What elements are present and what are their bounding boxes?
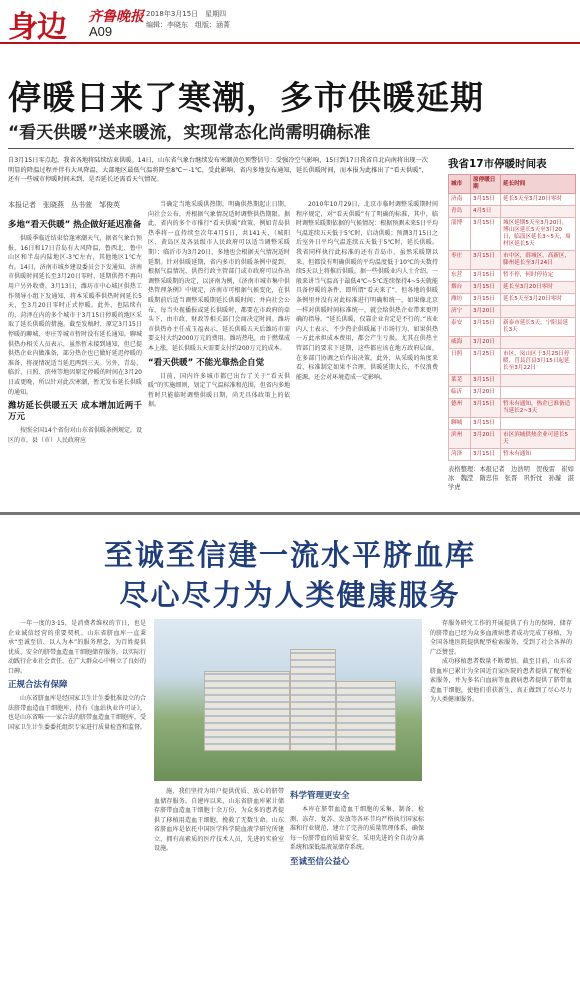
- city-cell: 泰安: [449, 318, 471, 337]
- original-date-cell: 3月20日: [471, 387, 501, 399]
- city-cell: 枣庄: [449, 251, 471, 270]
- subheadline: “看天供暖”送来暖流，实现常态化尚需明确标准: [8, 123, 371, 143]
- extension-cell: [501, 375, 576, 387]
- body-text: 2010年10月29日，北京市临时调整采暖期时间程序规定，对“看天供暖”有了明确的标准，其中，临时调整采暖期依据的气候情况：根据预测未来5日平均气温连续五天低于5℃时，启动供暖；预测3月15日之后室外日平均气温连续五天低于5℃时，延长供暖。我省同样执行此标准的还有青岛市，虽然采暖期以来，但都没有明确供暖的平均温度低于10℃的天数持续5天以上将推后供暖。据一些供暖业内人士介绍，一般来讲当气温高于最低4℃~5℃连续保持4~5天就能具备停暖的条件，即所谓“看天来了”，但各地的供暖条例里并没有对此标准进行明确和统一，如果像北京一样对供暖时间标准统一，就会给供热企业带来更明确的指导。“延长供暖，仅靠企业肯定是不行的。”该业内人士表示，不少热企供暖属于市场行为，如果供热一方此承担成本费用，都会产生亏损。尤其在供热主管部门的要求下延期，这些都应该在地方政府层面，在多部门协调之后作出决策。此外，从采暖的角度来看，标准制定如果不合理，供暖延期太长，不仅浪费能源，还会对环境造成一定影响。: [296, 201, 438, 381]
- city-cell: 潍坊: [449, 294, 471, 306]
- extension-cell: 城区延期5天至3月20日，博山区延长5天至3月20日，临淄区延长3~5天，周村区延长5天: [501, 218, 576, 251]
- table-row: [449, 349, 576, 375]
- table-title: 我省17市停暖时间表: [448, 158, 547, 170]
- table-row: [449, 449, 576, 461]
- original-date-cell: 3月15日: [471, 294, 501, 306]
- staff-line: 编辑：李晓东 组版：涵菁: [146, 21, 230, 29]
- city-cell: 临沂: [449, 387, 471, 399]
- original-date-cell: 3月15日: [471, 282, 501, 294]
- table-row: [449, 399, 576, 418]
- ad-title-line-2: 尽心尽力为人类健康服务: [119, 578, 461, 612]
- extension-cell: 市中区，薛城区，高新区，滕州延长至3月24日: [501, 251, 576, 270]
- ad-column-1: [8, 619, 146, 994]
- body-text: 一年一度的3·15，是消费者维权的节日，也是企业诚信经营的重要契机。山东省脐血库一直秉承“至诚至信、以人为本”的服务理念，为百姓提供优质、安全的脐带血造血干细胞储存服务，以实际行动践行企业社会责任，在广大群众心中树立了良好的口碑。: [8, 620, 146, 675]
- body-text: 山东省脐血库是经国家卫生计生委批准设立的合法脐带血造血干细胞库，持有《血站执业许可证》，也是山东省唯一一家合法的脐带血造血干细胞库，受国家卫生计生委委托组织专家进行质量检查和监督。: [8, 695, 146, 731]
- city-cell: 淄博: [449, 218, 471, 251]
- original-date-cell: 3月15日: [471, 449, 501, 461]
- original-date-cell: 3月20日: [471, 337, 501, 349]
- extension-cell: 暂不停，何时停待定: [501, 270, 576, 282]
- table-row: [449, 270, 576, 282]
- city-cell: 德州: [449, 399, 471, 418]
- city-cell: 威海: [449, 337, 471, 349]
- body-text: 施，我们坚持为用户提供优质、放心的脐带血储存服务。自建库以来，山东省脐血库累计储存脐带血造血干细胞十余万份，为众多的患者提供了移植用造血干细胞，挽救了无数生命。山东省脐血库是依托中国医学科学院血液学研究所建立，拥有高素质的医疗技术人员，先进的实验室设施。: [154, 788, 284, 852]
- city-cell: 聊城: [449, 418, 471, 430]
- extension-cell: 暂未有通知，热企已准备适当延长2~3天: [501, 399, 576, 418]
- schedule-table: [448, 174, 576, 461]
- extension-cell: [501, 306, 576, 318]
- extension-cell: 市区滨城供热企业可延长5天: [501, 430, 576, 449]
- extension-cell: [501, 206, 576, 218]
- table-body: [449, 194, 576, 461]
- extension-cell: 延长5天至3月20日零时: [501, 294, 576, 306]
- building: [336, 681, 396, 751]
- table-row: [449, 194, 576, 206]
- table-row: [449, 306, 576, 318]
- original-date-cell: 3月15日: [471, 251, 501, 270]
- body-text: 当确定当地采暖供热期，明确供热期起止日期，向社会公布，并根据气象情况适时调整供热期限。据此，省内的多个市推行“看天供暖”政策，例如青岛供热季将一直持续至次年4月5日，共141天，（城阳区、黄岛区及各县级市人民政府可以适当调整采暖期）；临沂市为3月20日，多地也会根据天气情况适时延期。针对供暖延期，省内多市的供暖条例中提到，根据气温情况，供热行政主管部门或市政府可以作出调整采暖期的决定，以济南为例，《济南市城市集中供热管理条例》中规定，济南市可根据气候变化，在供暖期前后适当调整采暖期延长供暖时间；并向社会公布，每当央视播报或延长供暖时，都要在市政府的牵头下，由市政、财政等相关部门会商决定时间。潍坊市供热办主任成玉福表示，延长供暖五天后潍坊市需要支付大约2000万元的费用。潍坊热电，由于燃煤成本上涨，延长供暖五天需要支付约200万元的成本。: [148, 201, 290, 352]
- ad-column-4: [430, 619, 572, 994]
- body-text: 供暖季临近结束恰逢寒潮天气，据省气象台预报，16日和17日青岛有大风降温，鲁西北、鲁中山区和半岛内陆地区-3℃左右，其他地区1℃左右。14日，济南市城乡建设委员会下发通知，济南市供暖时间延长至3月20日零时，延期供热不再向用户另外收费。3月13日，潍坊市中心城区供热工作领导小组下发通知，将本采暖季供热时间延长5天，至3月20日零时正式停暖。此外，也陆续有的，菏泽在内的多个城市于3月15日停暖的地区采取了延长供暖的措施。截至发稿时，原定3月15日停暖的聊城、枣庄等城市暂时没有延长通知。聊城供热办相关人员表示，虽然暂未接到通知，但已提供热企业内做准备，部分热企也已做好延迟停暖的准备，将视情况适当延迟两到三天。另外，青岛、临沂、日照、滨州等地因原定停暖的时间在3月20日或更晚，所以针对此次寒潮，暂无发布延长供暖的通知。: [8, 235, 142, 396]
- table-row: [449, 418, 576, 430]
- city-cell: 济南: [449, 194, 471, 206]
- ad-title-line-1: 至诚至信建一流水平脐血库: [103, 538, 476, 572]
- masthead: [0, 0, 580, 44]
- building: [290, 649, 336, 751]
- extension-cell: [501, 418, 576, 430]
- body-text: 存服务研究工作的开展提供了有力的保障，储存的脐带血已经为众多血液病患者成功完成了移植，为全国各地医院提供配型检索服务，受到了社会各界的广泛赞誉。: [430, 620, 572, 656]
- table-row: [449, 206, 576, 218]
- body-text: 成功移植患者数量不断增加。截至目前，山东省脐血库已累计为全国近百家医院的患者提供了配型检索服务，并为多名白血病等血液病患者提供了脐带血造血干细胞，使他们重获新生，真正做到了尽心尽力为人类健康服务。: [430, 658, 572, 703]
- article-column-2: [148, 200, 290, 508]
- original-date-cell: 3月15日: [471, 418, 501, 430]
- original-date-cell: 3月15日: [471, 270, 501, 282]
- table-header: 城市: [449, 175, 471, 194]
- table-row: [449, 282, 576, 294]
- body-text: 按照全国14个省份对山东省供暖条例规定，设区的市，县（市）人民政府应: [8, 427, 142, 444]
- table-note: 表格整理：本报记者 边浩明 贺俊雷 崔如冰 魏滢 隋忠伟 张晋 巩忻忱 孙璇 湛学虎: [448, 466, 574, 491]
- city-cell: 滨州: [449, 430, 471, 449]
- newspaper-name: 齐鲁晚报: [88, 9, 144, 25]
- table-row: [449, 337, 576, 349]
- subhead-1: 多地“看天供暖” 热企做好延迟准备: [8, 220, 142, 230]
- original-date-cell: 3月15日: [471, 375, 501, 387]
- ad-subhead-1: 正规合法有保障: [8, 680, 68, 690]
- shutdown-schedule-table: [448, 156, 576, 492]
- original-date-cell: 3月20日: [471, 306, 501, 318]
- original-date-cell: 3月20日: [471, 430, 501, 449]
- original-date-cell: 3月15日: [471, 318, 501, 337]
- advertorial: [0, 512, 580, 995]
- table-row: [449, 375, 576, 387]
- section-title: 身边: [8, 10, 66, 45]
- page-number: A09: [89, 24, 113, 39]
- ad-column-3: [290, 787, 424, 994]
- body-text: 目前，国内许多城市都已出台了关于“看天供暖”的实施细则，划定了气温标准和范围，但省内多地暂时只能临时调整供暖日期，尚无具体政策上的依据。: [148, 372, 290, 409]
- city-cell: 日照: [449, 349, 471, 375]
- subhead-2: 潍坊延长供暖五天 成本增加近两千万元: [8, 401, 142, 423]
- extension-cell: 延长至3月20日零时: [501, 282, 576, 294]
- table-row: [449, 430, 576, 449]
- city-cell: 济宁: [449, 306, 471, 318]
- city-cell: 东营: [449, 270, 471, 282]
- extension-cell: 市区，岚山区于3月25日停暖，莒县莒县3月15日起延长至3月22日: [501, 349, 576, 375]
- table-row: [449, 251, 576, 270]
- extension-cell: 新泰市延长5天，宁阳县延长3天: [501, 318, 576, 337]
- ad-subhead-3: 至诚至信公益心: [290, 856, 350, 867]
- city-cell: 烟台: [449, 282, 471, 294]
- subhead-3: “看天供暖” 不能光靠热企自觉: [148, 357, 265, 368]
- table-row: [449, 387, 576, 399]
- original-date-cell: 3月25日: [471, 349, 501, 375]
- building: [204, 671, 290, 751]
- ad-column-2: [154, 787, 284, 994]
- city-cell: 青岛: [449, 206, 471, 218]
- original-date-cell: 3月15日: [471, 218, 501, 251]
- extension-cell: 暂未有通知: [501, 449, 576, 461]
- original-date-cell: 3月15日: [471, 399, 501, 418]
- lead-paragraph: 自3月15日零点起，我省各地将陆续结束供暖。14日，山东省气象台继续发布寒潮黄色预警信号：受强冷空气影响，15日到17日我省自北向南将出现一次明显的降温过程并伴有大风降温，大部地区最低气温将降至8℃～-1℃，受此影响，省内多地发布通知，延长供暖时间，而本报为此推出了“看天供暖”，还有一些城市停暖时间未到，是否延长还需看天气情况。: [8, 157, 428, 183]
- table-header: 延长时间: [501, 175, 576, 194]
- body-text: 本库在脐带血造血干细胞的采集、制备、检测、冻存、复苏、发放等各环节均严格执行国家标准和行业规范，建立了完善的质量管理体系，确保每一份脐带血的质量安全，采用先进的全自动分离系统和深低温液氮储存系统。: [290, 806, 424, 851]
- extension-cell: [501, 387, 576, 399]
- byline: 本报记者 张晓燕 丛书萱 邹俊英: [8, 201, 120, 209]
- table-row: [449, 318, 576, 337]
- headline: 停暖日来了寒潮，多市供暖延期: [8, 78, 484, 117]
- date-line: 2018年3月15日 星期四: [146, 10, 227, 18]
- original-date-cell: 4月5日: [471, 206, 501, 218]
- city-cell: 莱芜: [449, 375, 471, 387]
- article-column-1: [8, 216, 142, 508]
- extension-cell: [501, 337, 576, 349]
- extension-cell: 延长5天至3月20日零时: [501, 194, 576, 206]
- article-column-3: [296, 200, 438, 508]
- city-cell: 菏泽: [449, 449, 471, 461]
- ad-subhead-2: 科学管理更安全: [290, 791, 350, 801]
- blood-bank-building-photo: [154, 619, 422, 781]
- table-row: [449, 218, 576, 251]
- table-row: [449, 294, 576, 306]
- table-header: 原停暖日期: [471, 175, 501, 194]
- divider: [8, 148, 574, 149]
- original-date-cell: 3月15日: [471, 194, 501, 206]
